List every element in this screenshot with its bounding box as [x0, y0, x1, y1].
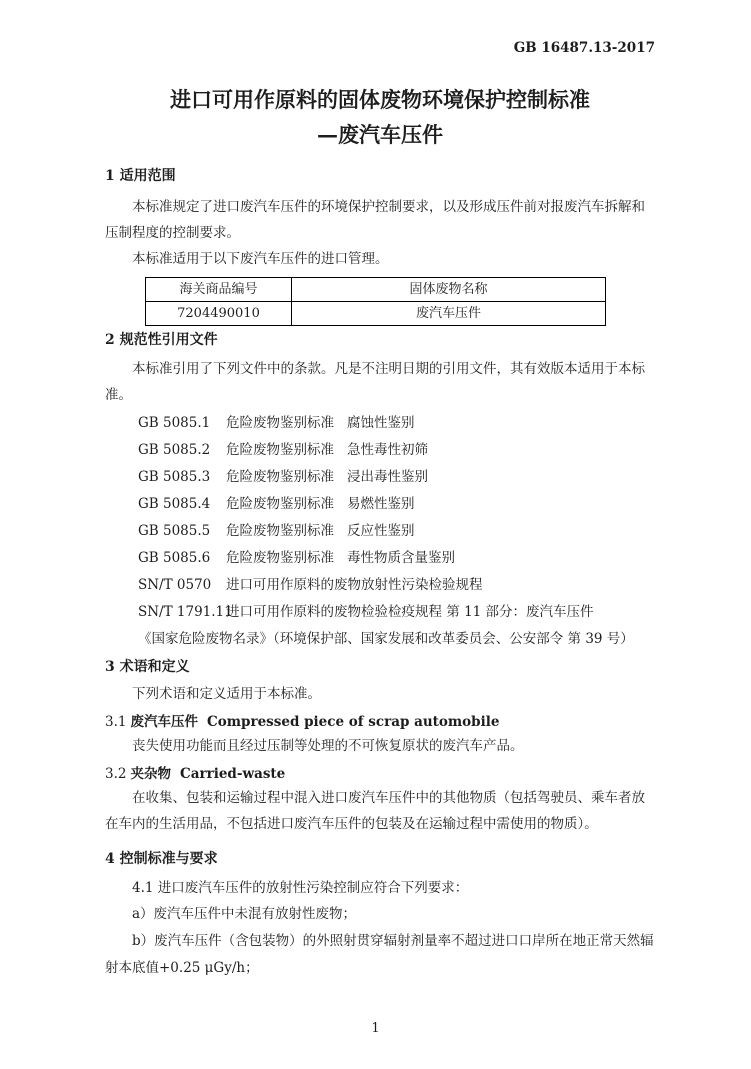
reference-title: 进口可用作原料的废物检验检疫规程 第 11 部分：废汽车压件 [226, 604, 594, 620]
reference-code: GB 5085.1 [138, 415, 211, 431]
reference-subtitle: 浸出毒性鉴别 [347, 469, 428, 485]
reference-title: 危险废物鉴别标准 [226, 550, 334, 566]
reference-item [105, 410, 655, 437]
reference-code: SN/T 1791.11 [138, 604, 233, 620]
reference-item [105, 626, 655, 653]
reference-title: 危险废物鉴别标准 [226, 415, 334, 431]
header-cell-hs-code: 海关商品编号 [146, 278, 292, 302]
reference-code: GB 5085.6 [138, 550, 211, 566]
reference-code: GB 5085.2 [138, 442, 211, 458]
reference-title: 《国家危险废物名录》（环境保护部、国家发展和改革委员会、公安部令 第 39 号） [138, 631, 634, 647]
term-number: 3.2 [105, 766, 127, 782]
clause-4-1: 4.1 进口废汽车压件的放射性污染控制应符合下列要求： [132, 880, 469, 896]
clause-4-1-item-a: a）废汽车压件中未混有放射性废物； [132, 906, 357, 922]
section-control-heading: 4 控制标准与要求 [105, 851, 218, 867]
doc-title-line-1: 进口可用作原料的固体废物环境保护控制标准 [170, 87, 590, 112]
term-number: 3.1 [105, 714, 127, 730]
reference-subtitle: 毒性物质含量鉴别 [347, 550, 455, 566]
doc-number: GB 16487.13-2017 [513, 40, 655, 56]
term-english: Carried-waste [179, 766, 286, 782]
reference-item [105, 518, 655, 545]
cell-hs-code: 7204490010 [146, 302, 292, 326]
reference-code: GB 5085.3 [138, 469, 211, 485]
page-number: 1 [371, 1021, 380, 1036]
term-3-1-definition: 丧失使用功能而且经过压制等处理的不可恢复原状的废汽车产品。 [132, 738, 524, 754]
term-3-2-heading [105, 763, 655, 785]
reference-code: GB 5085.4 [138, 496, 211, 512]
doc-title-line-2: —废汽车压件 [317, 122, 443, 147]
section-scope-heading: 1 适用范围 [105, 168, 176, 184]
reference-item [105, 491, 655, 518]
reference-title: 危险废物鉴别标准 [226, 469, 334, 485]
terms-intro: 下列术语和定义适用于本标准。 [132, 686, 321, 702]
reference-subtitle: 腐蚀性鉴别 [347, 415, 415, 431]
term-3-2-definition: 在收集、包装和运输过程中混入进口废汽车压件中的其他物质（包括驾驶员、乘车者放在车内的生活用品，不包括进口废汽车压件的包装及在运输过程中需使用的物质）。 [105, 790, 645, 832]
references-intro: 本标准引用了下列文件中的条款。凡是不注明日期的引用文件，其有效版本适用于本标准。 [105, 361, 645, 403]
clause-4-1-item-b: b）废汽车压件（含包装物）的外照射贯穿辐射剂量率不超过进口口岸所在地正常天然辐射本底值+0.25 μGy/h； [105, 933, 654, 976]
reference-code: SN/T 0570 [138, 577, 212, 593]
reference-title: 危险废物鉴别标准 [226, 442, 334, 458]
reference-title: 进口可用作原料的废物放射性污染检验规程 [226, 577, 483, 593]
reference-subtitle: 反应性鉴别 [347, 523, 415, 539]
reference-item [105, 599, 655, 626]
term-3-1-heading [105, 711, 655, 733]
reference-item [105, 572, 655, 599]
scope-paragraph-1: 本标准规定了进口废汽车压件的环境保护控制要求，以及形成压件前对报废汽车拆解和压制程度的控制要求。 [105, 199, 645, 241]
reference-title: 危险废物鉴别标准 [226, 496, 334, 512]
doc-title [105, 82, 655, 152]
scope-paragraph-2: 本标准适用于以下废汽车压件的进口管理。 [132, 251, 389, 267]
hs-code-table [145, 277, 606, 326]
reference-item [105, 545, 655, 572]
reference-subtitle: 易燃性鉴别 [347, 496, 415, 512]
references-list [105, 410, 655, 653]
table-header-row [146, 278, 606, 302]
reference-title: 危险废物鉴别标准 [226, 523, 334, 539]
term-name: 夹杂物 [130, 766, 171, 782]
cell-waste-name: 废汽车压件 [292, 302, 606, 326]
header-cell-waste-name: 固体废物名称 [292, 278, 606, 302]
term-name: 废汽车压件 [130, 714, 198, 730]
section-terms-heading: 3 术语和定义 [105, 659, 190, 675]
reference-code: GB 5085.5 [138, 523, 211, 539]
table-data-row [146, 302, 606, 326]
term-english: Compressed piece of scrap automobile [206, 714, 500, 730]
reference-item [105, 437, 655, 464]
reference-subtitle: 急性毒性初筛 [347, 442, 428, 458]
reference-item [105, 464, 655, 491]
section-references-heading: 2 规范性引用文件 [105, 332, 218, 348]
